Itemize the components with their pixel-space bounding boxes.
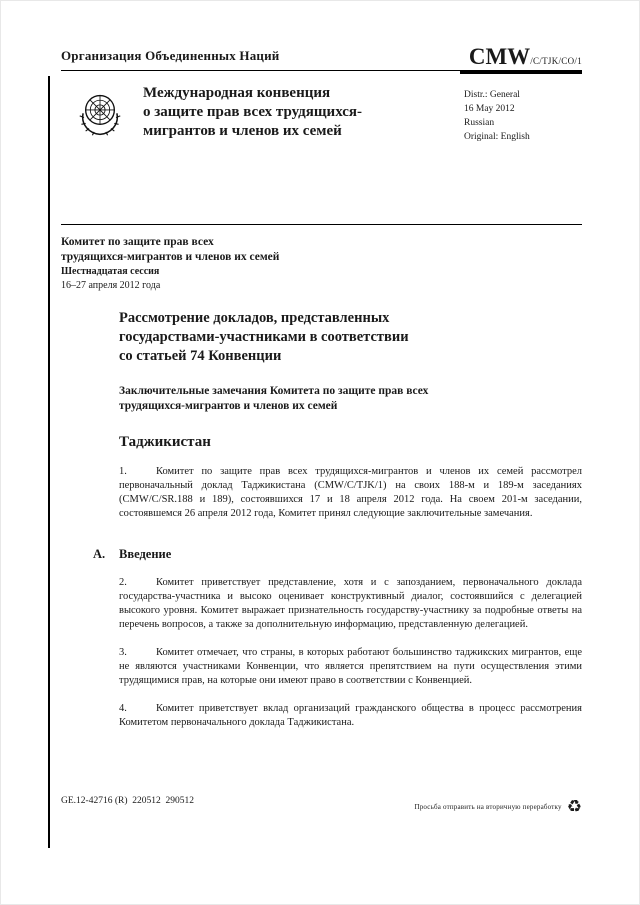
main-body <box>93 309 582 730</box>
paragraph-text: Комитет отмечает, что страны, в которых работают большинство таджикских мигрантов, еще не являются участниками Конвенции, что является препятствием на пути осуществления этими трудящимися прав, на которые они имеют право в соответствии с Конвенцией. <box>119 647 582 686</box>
session-title: Шестнадцатая сессия <box>61 266 160 277</box>
un-emblem-icon <box>73 88 127 142</box>
report-heading-line: со статьей 74 Конвенции <box>119 348 282 364</box>
committee-name-line: трудящихся-мигрантов и членов их семей <box>61 251 280 263</box>
convention-title-line: о защите прав всех трудящихся- <box>143 104 363 120</box>
organization-name: Организация Объединенных Наций <box>61 48 280 63</box>
convention-title-line: Международная конвенция <box>143 85 331 101</box>
country-title: Таджикистан <box>119 434 211 450</box>
paragraph-1 <box>119 465 582 521</box>
committee-block <box>61 235 582 293</box>
concluding-observations-subheading <box>119 384 582 414</box>
masthead <box>61 84 582 144</box>
header-thick-rule <box>460 71 582 74</box>
recycle-icon: ♻ <box>566 797 582 816</box>
report-heading <box>119 309 582 366</box>
document-symbol <box>469 45 582 68</box>
committee-name-line: Комитет по защите прав всех <box>61 236 214 248</box>
paragraph-text: Комитет приветствует представление, хотя и с запозданием, первоначального доклада государства-участника и высоко оценивает конструктивный диалог, состоявшийся с делегацией высокого уровня. Комитет выражает признательность государству-участнику за подробные ответы на перечень вопросов, а также за дополнительную информацию, представленную делегацией. <box>119 577 582 630</box>
recycle-notice <box>414 798 582 815</box>
section-label: A. <box>93 547 106 561</box>
recycle-note-text: Просьба отправить на вторичную переработку <box>414 802 562 811</box>
paragraph-text: Комитет приветствует вклад организаций гражданского общества в процесс рассмотрения Комитетом первоначального доклада Таджикистана. <box>119 703 582 728</box>
paragraph-3 <box>119 646 582 688</box>
subheading-line: трудящихся-мигрантов и членов их семей <box>119 400 338 412</box>
section-a-heading <box>93 547 582 562</box>
left-margin-rule <box>48 76 50 848</box>
document-symbol-suffix: /C/TJK/CO/1 <box>530 56 582 66</box>
paragraph-2 <box>119 576 582 632</box>
paragraph-number: 4. <box>119 703 127 714</box>
subheading-line: Заключительные замечания Комитета по защите прав всех <box>119 385 429 397</box>
document-header <box>61 45 582 71</box>
distr-line: 16 May 2012 <box>464 104 515 114</box>
session-dates: 16–27 апреля 2012 года <box>61 280 161 291</box>
convention-title <box>143 84 415 144</box>
page-content <box>61 1 582 730</box>
document-symbol-main: CMW <box>468 44 531 69</box>
paragraph-number: 1. <box>119 466 127 477</box>
page-footer <box>61 796 582 815</box>
paragraph-4 <box>119 702 582 730</box>
distr-line: Original: English <box>464 132 530 142</box>
report-heading-line: государствами-участниками в соответствии <box>119 329 409 345</box>
paragraph-number: 2. <box>119 577 127 588</box>
ge-reference-code: GE.12-42716 (R) 220512 290512 <box>61 796 194 806</box>
report-heading-line: Рассмотрение докладов, представленных <box>119 310 390 326</box>
paragraph-text: Комитет по защите прав всех трудящихся-мигрантов и членов их семей рассмотрел первоначальный доклад Таджикистана (CMW/C/TJK/1) на своих 188-м и 189-м заседаниях (CMW/C/SR.188 и 189), состоявшихся 17 и 18 апреля 2012 года. На своем 201-м заседании, состоявшемся 26 апреля 2012 года, Комитет принял следующие заключительные замечания. <box>119 466 582 519</box>
distr-line: Distr.: General <box>464 90 520 100</box>
masthead-divider-rule <box>61 224 582 225</box>
paragraph-number: 3. <box>119 647 127 658</box>
distribution-block <box>464 84 582 144</box>
section-title: Введение <box>119 547 172 561</box>
convention-title-line: мигрантов и членов их семей <box>143 123 342 139</box>
distr-line: Russian <box>464 118 495 128</box>
